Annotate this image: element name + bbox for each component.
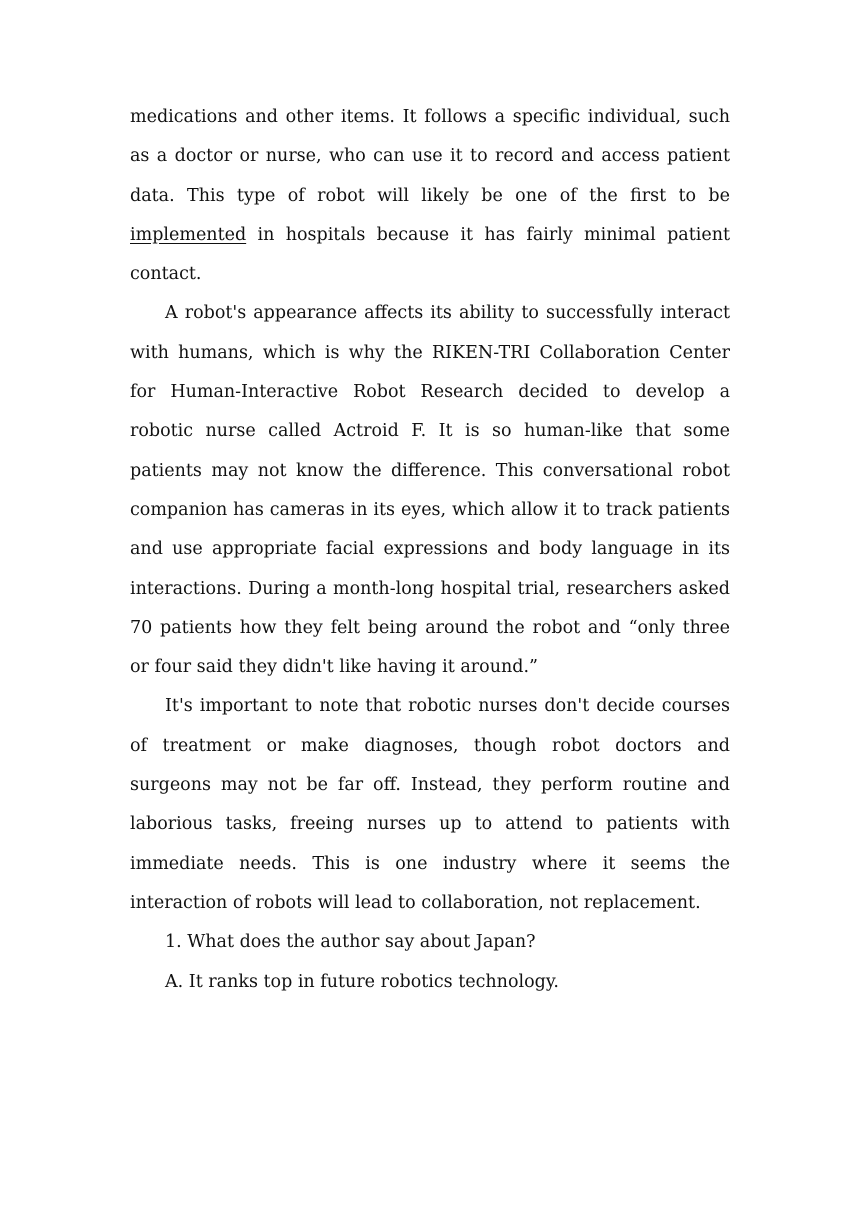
underlined-word: implemented xyxy=(130,224,247,245)
option-a-text: It ranks top in future robotics technology. xyxy=(188,971,559,992)
paragraph-1 xyxy=(130,98,730,294)
question-text: What does the author say about Japan? xyxy=(187,932,536,953)
document-page xyxy=(130,98,730,1002)
paragraph-3: It's important to note that robotic nurses don't decide courses of treatment or make diagnoses, though robot doctors and surgeons may not be far off. Instead, they perform routine and laborious tasks, freeing nurses up to attend to patients with immediate needs. This is one industry where it seems the interaction of robots will lead to collaboration, not replacement. xyxy=(130,696,730,913)
question-number: 1. xyxy=(165,932,182,953)
question-1 xyxy=(130,923,730,962)
option-a xyxy=(130,963,730,1002)
paragraph-1-start: medications and other items. It follows a specific individual, such as a doctor or nurse, who can use it to record and access patient data. This type of robot will likely be one of the first to be xyxy=(130,107,730,206)
paragraph-2: A robot's appearance affects its ability to successfully interact with humans, which is why the RIKEN-TRI Collaboration Center for Human-Interactive Robot Research decided to develop a robotic nurse called Actroid F. It is so human-like that some patients may not know the difference. This conversational robot companion has cameras in its eyes, which allow it to track patients and use appropriate facial expressions and body language in its interactions. During a month-long hospital trial, researchers asked 70 patients how they felt being around the robot and “only three or four said they didn't like having it around.” xyxy=(130,303,730,678)
paragraph-1-end: in hospitals because it has fairly minimal patient contact. xyxy=(130,224,730,285)
option-a-label: A. xyxy=(165,971,184,992)
